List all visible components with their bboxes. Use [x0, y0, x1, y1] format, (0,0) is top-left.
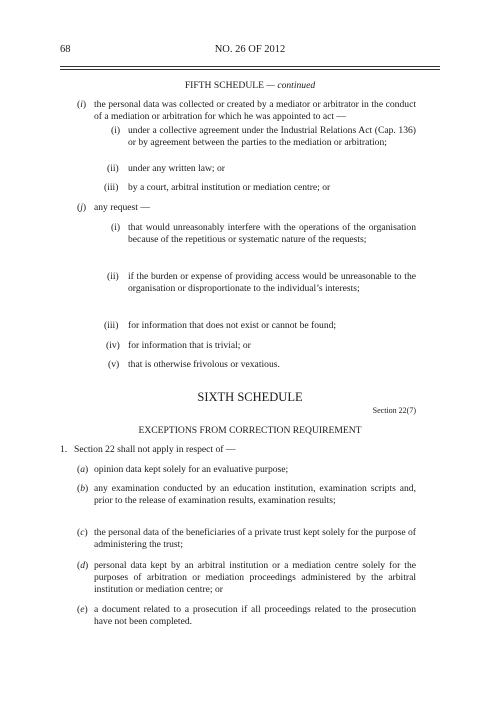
- paragraph-label-i: (i): [77, 99, 87, 110]
- subpara-num: (ii): [107, 271, 119, 282]
- paragraph-label-b: (b): [77, 483, 89, 494]
- page-number: 68: [60, 44, 71, 55]
- subpara-text: for information that is trivial; or: [128, 340, 251, 351]
- subpara-num: (iii): [104, 182, 119, 193]
- subpara-num: (iii): [104, 320, 119, 331]
- paragraph-label-a: (a): [77, 464, 89, 475]
- sixth-schedule-subheading: EXCEPTIONS FROM CORRECTION REQUIREMENT: [138, 425, 362, 436]
- subpara-num: (iv): [106, 340, 120, 351]
- sixth-schedule-heading: SIXTH SCHEDULE: [197, 390, 303, 404]
- subpara-text: if the burden or expense of providing access would be unreasonable to the organisation or disproportionate to the individual’s interests;: [128, 271, 416, 294]
- section-reference: Section 22(7): [372, 406, 416, 415]
- subpara-text: under any written law; or: [128, 163, 225, 174]
- heading-continued: — continued: [266, 80, 316, 91]
- paragraph-label-d: (d): [77, 560, 89, 571]
- paragraph-label-e: (e): [77, 604, 88, 615]
- paragraph-text: personal data kept by an arbitral institution or a mediation centre solely for the purposes of arbitration or mediation proceedings administered by the arbitral institution or mediation centre; or: [94, 560, 416, 595]
- paragraph-j-text: any request —: [94, 202, 150, 213]
- paragraph-i-text: the personal data was collected or created by a mediator or arbitrator in the conduct of a mediation or arbitration for which he was appointed to act —: [94, 99, 416, 122]
- paragraph-text: any examination conducted by an education institution, examination scripts and, prior to the release of examination results, examination results;: [94, 483, 416, 506]
- subpara-num: (v): [108, 359, 120, 370]
- subpara-text: that would unreasonably interfere with the operations of the organisation because of the repetitious or systematic nature of the requests;: [128, 222, 416, 245]
- subpara-num: (ii): [107, 163, 119, 174]
- subpara-text: that is otherwise frivolous or vexatious.: [128, 359, 280, 370]
- subpara-num: (i): [111, 125, 121, 136]
- subpara-text: under a collective agreement under the Industrial Relations Act (Cap. 136) or by agreement between the parties to the mediation or arbitration;: [128, 125, 416, 148]
- item-number: 1.: [60, 444, 68, 455]
- item-text: Section 22 shall not apply in respect of —: [74, 444, 236, 455]
- paragraph-label-j: (j): [77, 202, 87, 213]
- header-rule: [60, 66, 440, 67]
- fifth-schedule-heading: [60, 80, 440, 92]
- page-header-title: NO. 26 OF 2012: [214, 44, 286, 55]
- subpara-text: by a court, arbitral institution or mediation centre; or: [128, 182, 331, 193]
- paragraph-label-c: (c): [77, 527, 88, 538]
- subpara-text: for information that does not exist or cannot be found;: [128, 320, 337, 331]
- paragraph-text: a document related to a prosecution if all proceedings related to the prosecution have not been completed.: [94, 604, 416, 627]
- paragraph-text: opinion data kept solely for an evaluative purpose;: [94, 464, 289, 475]
- paragraph-text: the personal data of the beneficiaries of a private trust kept solely for the purpose of administering the trust;: [94, 527, 416, 550]
- heading-text: FIFTH SCHEDULE: [184, 80, 264, 91]
- subpara-num: (i): [111, 222, 121, 233]
- header-rule-double: [60, 69, 440, 70]
